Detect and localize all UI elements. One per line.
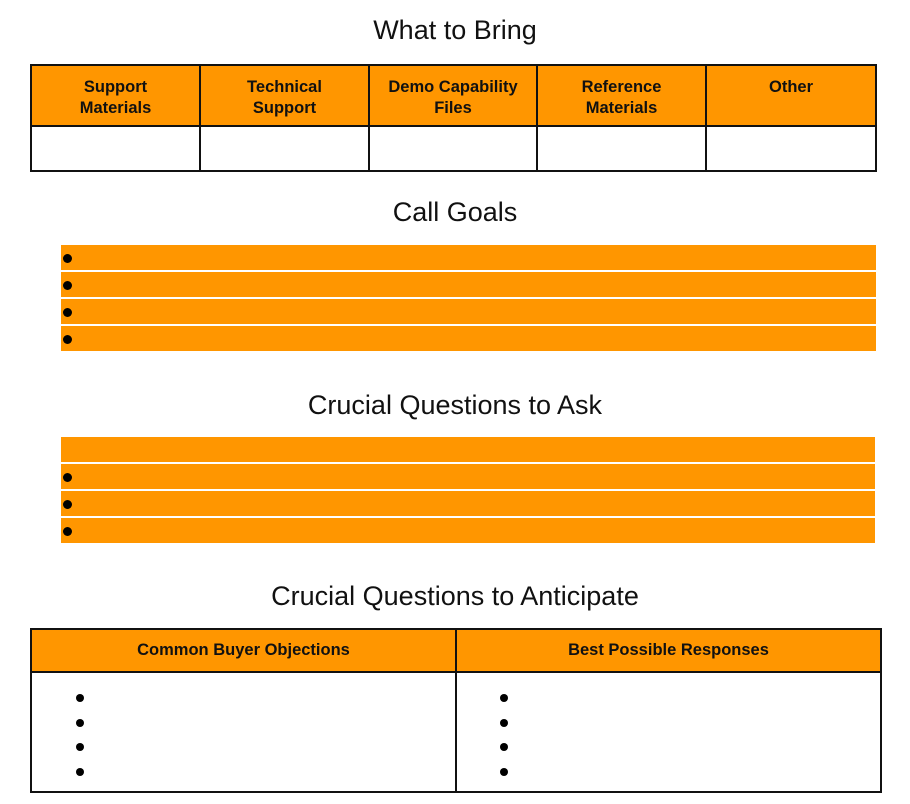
column-header-line: Support — [83, 78, 148, 96]
column-header-line: Technical — [247, 78, 322, 96]
call-goal-item[interactable] — [61, 326, 876, 351]
bullet-icon — [63, 308, 72, 317]
support-materials-cell[interactable] — [31, 126, 200, 171]
technical-support-cell[interactable] — [200, 126, 369, 171]
objections-cell[interactable] — [31, 672, 456, 792]
column-header-reference-materials — [537, 65, 706, 126]
column-header-demo-capability-files — [369, 65, 537, 126]
what-to-bring-table — [30, 64, 877, 172]
bullet-icon — [500, 694, 508, 702]
bullet-icon — [63, 281, 72, 290]
bullet-icon — [76, 768, 84, 776]
anticipate-table — [30, 628, 882, 793]
bullet-icon — [76, 719, 84, 727]
call-goal-item[interactable] — [61, 272, 876, 297]
column-header-best-possible-responses: Best Possible Responses — [456, 629, 881, 672]
crucial-questions-ask-title: Crucial Questions to Ask — [307, 390, 603, 420]
bullet-icon — [76, 743, 84, 751]
column-header-line: Support — [252, 99, 317, 117]
column-header-support-materials — [31, 65, 200, 126]
crucial-questions-ask-list — [61, 437, 875, 545]
column-header-line: Files — [434, 99, 472, 117]
bullet-icon — [63, 254, 72, 263]
call-goal-item[interactable] — [61, 245, 876, 270]
column-header-line: Other — [768, 78, 813, 96]
what-to-bring-title: What to Bring — [373, 15, 537, 45]
anticipate-header-row — [31, 629, 881, 672]
column-header-line: Materials — [79, 99, 152, 117]
bullet-icon — [63, 500, 72, 509]
bullet-icon — [63, 527, 72, 536]
column-header-technical-support — [200, 65, 369, 126]
bullet-icon — [76, 694, 84, 702]
column-header-line: Demo Capability — [388, 78, 518, 96]
reference-materials-cell[interactable] — [537, 126, 706, 171]
call-goal-item[interactable] — [61, 299, 876, 324]
question-item[interactable] — [61, 464, 875, 489]
column-header-line: Reference — [581, 78, 662, 96]
column-header-other — [706, 65, 876, 126]
column-header-line: Materials — [585, 99, 658, 117]
call-goals-list — [61, 245, 876, 353]
other-cell[interactable] — [706, 126, 876, 171]
call-goals-title: Call Goals — [392, 197, 518, 227]
bullet-icon — [500, 719, 508, 727]
column-header-common-buyer-objections: Common Buyer Objections — [31, 629, 456, 672]
demo-capability-files-cell[interactable] — [369, 126, 537, 171]
bullet-icon — [500, 743, 508, 751]
question-item[interactable] — [61, 518, 875, 543]
question-item[interactable] — [61, 437, 875, 462]
crucial-questions-anticipate-title: Crucial Questions to Anticipate — [271, 581, 639, 611]
bullet-icon — [63, 335, 72, 344]
what-to-bring-entry-row — [31, 126, 876, 171]
responses-cell[interactable] — [456, 672, 881, 792]
question-item[interactable] — [61, 491, 875, 516]
bullet-icon — [63, 473, 72, 482]
bullet-icon — [500, 768, 508, 776]
what-to-bring-header-row — [31, 65, 876, 126]
anticipate-entry-row — [31, 672, 881, 792]
